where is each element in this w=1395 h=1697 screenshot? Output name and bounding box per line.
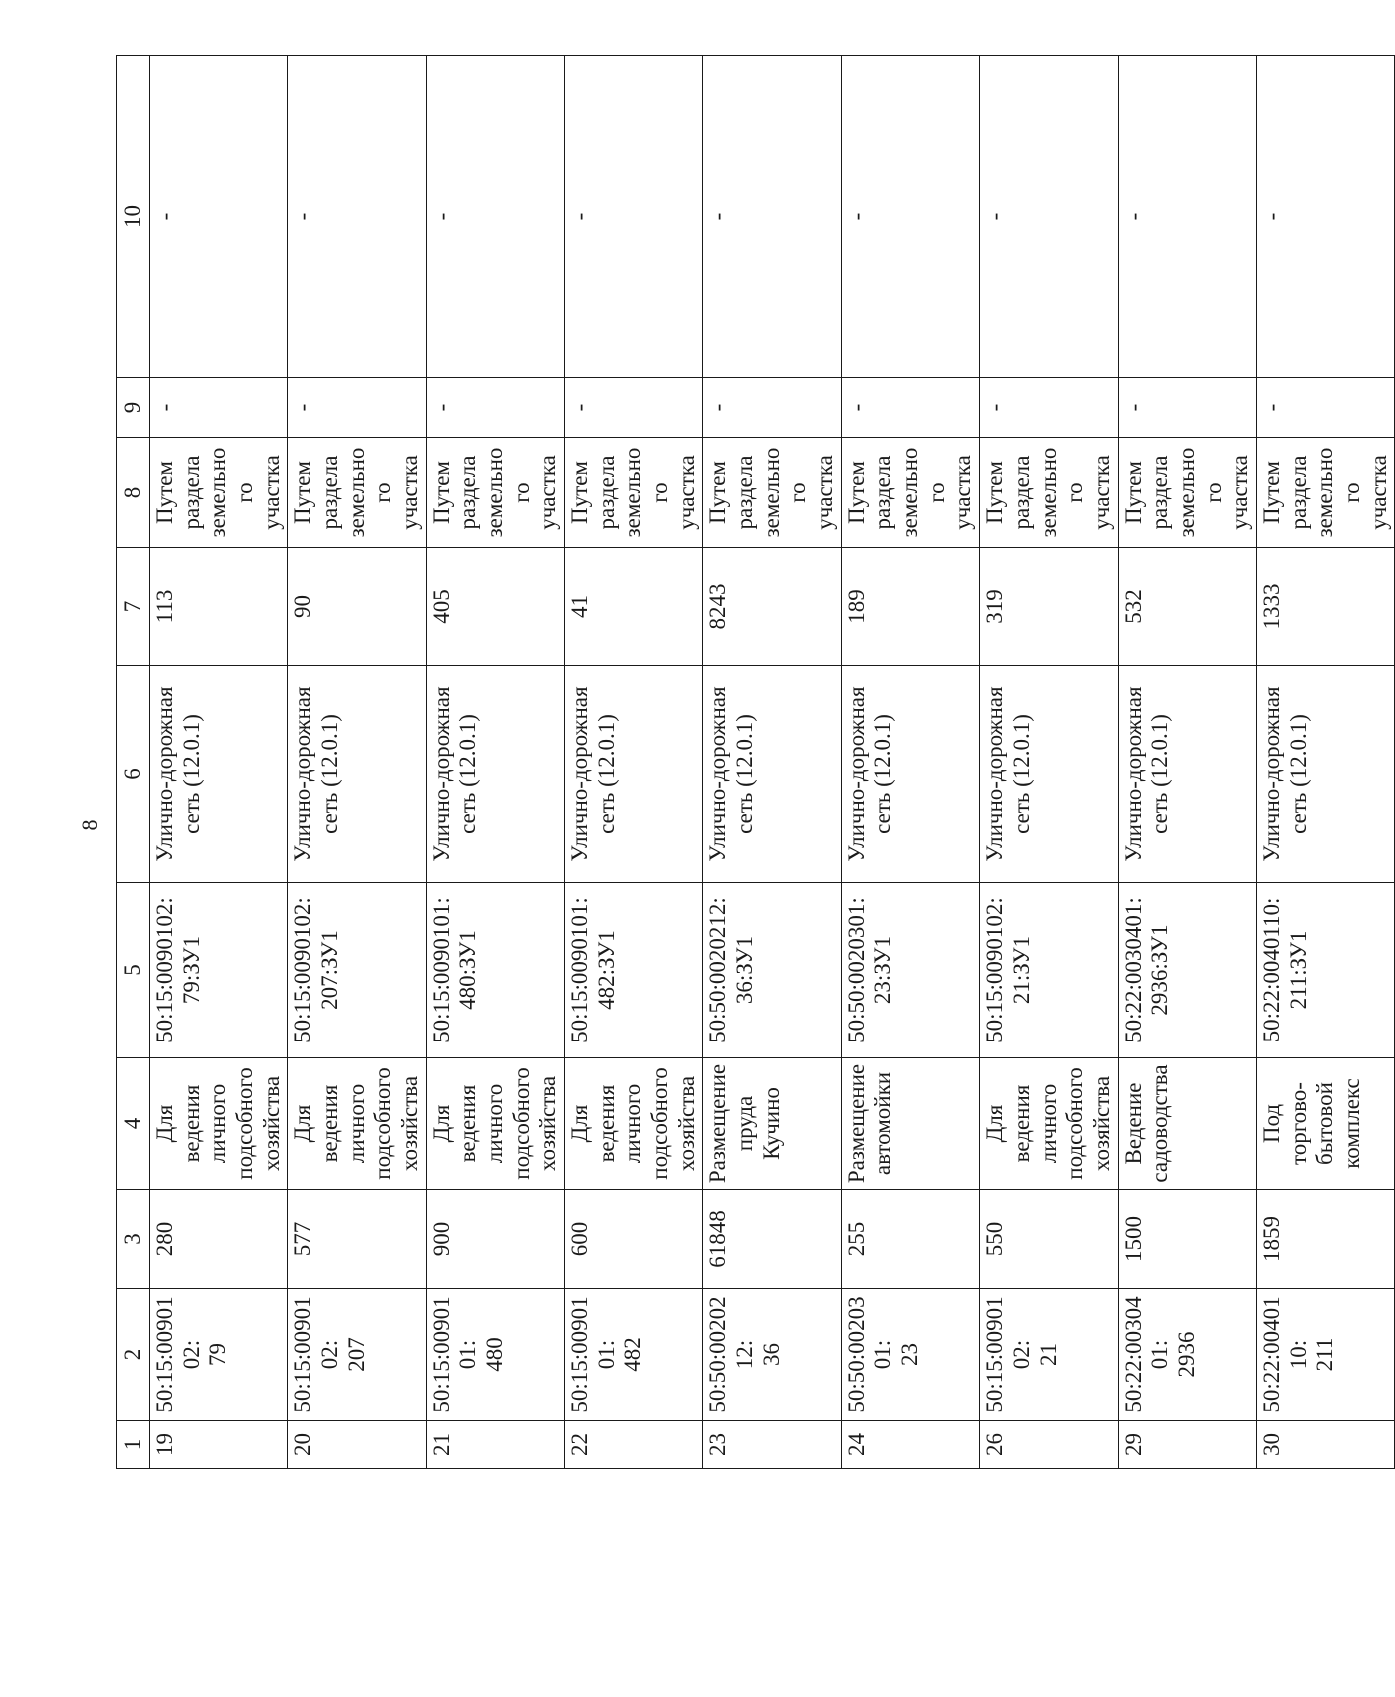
column-9-cell: - [426, 378, 564, 438]
column-9-cell: - [703, 378, 841, 438]
permitted-use-cell: Под торгово-бытовой комплекс [1256, 1058, 1394, 1190]
formation-method-cell: Путем раздела земельного участка [980, 438, 1118, 548]
formation-method-cell: Путем раздела земельного участка [288, 438, 426, 548]
column-header: 8 [117, 438, 150, 548]
new-plot-area-cell: 189 [841, 548, 979, 666]
column-10-cell: - [703, 56, 841, 378]
new-plot-use-cell: Улично-дорожная сеть (12.0.1) [841, 666, 979, 883]
column-10-cell: - [150, 56, 288, 378]
area-cell: 900 [426, 1190, 564, 1289]
area-cell: 1500 [1118, 1190, 1256, 1289]
column-header: 1 [117, 1421, 150, 1469]
area-cell: 280 [150, 1190, 288, 1289]
cadastral-number-cell: 50:15:0090102: 207 [288, 1289, 426, 1421]
cadastral-number-cell: 50:15:0090102: 21 [980, 1289, 1118, 1421]
row-number-cell: 21 [426, 1421, 564, 1469]
new-plot-area-cell: 90 [288, 548, 426, 666]
row-number-cell: 23 [703, 1421, 841, 1469]
new-plot-designation-cell: 50:15:0090102: 207:ЗУ1 [288, 883, 426, 1058]
table-row [150, 56, 288, 1469]
column-9-cell: - [1118, 378, 1256, 438]
area-cell: 1859 [1256, 1190, 1394, 1289]
column-9-cell: - [980, 378, 1118, 438]
column-header: 10 [117, 56, 150, 378]
land-plots-table [116, 55, 1395, 1469]
column-9-cell: - [150, 378, 288, 438]
cadastral-number-cell: 50:22:0040110: 211 [1256, 1289, 1394, 1421]
cadastral-number-cell: 50:50:0020301: 23 [841, 1289, 979, 1421]
formation-method-cell: Путем раздела земельного участка [1118, 438, 1256, 548]
new-plot-designation-cell: 50:15:0090102: 21:ЗУ1 [980, 883, 1118, 1058]
row-number-cell: 19 [150, 1421, 288, 1469]
permitted-use-cell: Для ведения личного подсобного хозяйства [426, 1058, 564, 1190]
table-row [565, 56, 703, 1469]
new-plot-designation-cell: 50:15:0090102: 79:ЗУ1 [150, 883, 288, 1058]
cadastral-number-cell: 50:22:0030401: 2936 [1118, 1289, 1256, 1421]
row-number-cell: 22 [565, 1421, 703, 1469]
new-plot-use-cell: Улично-дорожная сеть (12.0.1) [288, 666, 426, 883]
column-9-cell: - [565, 378, 703, 438]
formation-method-cell: Путем раздела земельного участка [426, 438, 564, 548]
column-10-cell: - [1118, 56, 1256, 378]
column-10-cell: - [980, 56, 1118, 378]
area-cell: 600 [565, 1190, 703, 1289]
column-10-cell: - [565, 56, 703, 378]
table-row [1118, 56, 1256, 1469]
column-9-cell: - [841, 378, 979, 438]
formation-method-cell: Путем раздела земельного участка [150, 438, 288, 548]
cadastral-number-cell: 50:15:0090102: 79 [150, 1289, 288, 1421]
column-9-cell: - [1256, 378, 1394, 438]
new-plot-use-cell: Улично-дорожная сеть (12.0.1) [150, 666, 288, 883]
area-cell: 550 [980, 1190, 1118, 1289]
table-row [288, 56, 426, 1469]
new-plot-designation-cell: 50:50:0020212: 36:ЗУ1 [703, 883, 841, 1058]
column-9-cell: - [288, 378, 426, 438]
row-number-cell: 26 [980, 1421, 1118, 1469]
column-header: 2 [117, 1289, 150, 1421]
table-row [1256, 56, 1394, 1469]
permitted-use-cell: Для ведения личного подсобного хозяйства [288, 1058, 426, 1190]
formation-method-cell: Путем раздела земельного участка [1256, 438, 1394, 548]
column-header: 9 [117, 378, 150, 438]
new-plot-designation-cell: 50:22:0030401: 2936:ЗУ1 [1118, 883, 1256, 1058]
page-number: 8 [77, 819, 102, 831]
column-10-cell: - [1256, 56, 1394, 378]
area-cell: 255 [841, 1190, 979, 1289]
permitted-use-cell: Для ведения личного подсобного хозяйства [565, 1058, 703, 1190]
column-10-cell: - [288, 56, 426, 378]
new-plot-use-cell: Улично-дорожная сеть (12.0.1) [1256, 666, 1394, 883]
table-row [703, 56, 841, 1469]
new-plot-area-cell: 113 [150, 548, 288, 666]
formation-method-cell: Путем раздела земельного участка [565, 438, 703, 548]
permitted-use-cell: Ведение садоводства [1118, 1058, 1256, 1190]
row-number-cell: 29 [1118, 1421, 1256, 1469]
cadastral-number-cell: 50:50:0020212: 36 [703, 1289, 841, 1421]
column-header: 3 [117, 1190, 150, 1289]
column-header: 6 [117, 666, 150, 883]
column-header: 4 [117, 1058, 150, 1190]
area-cell: 577 [288, 1190, 426, 1289]
cadastral-number-cell: 50:15:0090101: 482 [565, 1289, 703, 1421]
new-plot-designation-cell: 50:15:0090101: 480:ЗУ1 [426, 883, 564, 1058]
table-body [150, 56, 1395, 1469]
formation-method-cell: Путем раздела земельного участка [841, 438, 979, 548]
table-row [841, 56, 979, 1469]
new-plot-area-cell: 41 [565, 548, 703, 666]
permitted-use-cell: Для ведения личного подсобного хозяйства [980, 1058, 1118, 1190]
table-header-row [117, 56, 150, 1469]
permitted-use-cell: Для ведения личного подсобного хозяйства [150, 1058, 288, 1190]
permitted-use-cell: Размещение автомойки [841, 1058, 979, 1190]
formation-method-cell: Путем раздела земельного участка [703, 438, 841, 548]
new-plot-area-cell: 532 [1118, 548, 1256, 666]
column-header: 7 [117, 548, 150, 666]
table-row [426, 56, 564, 1469]
column-header: 5 [117, 883, 150, 1058]
new-plot-area-cell: 405 [426, 548, 564, 666]
row-number-cell: 30 [1256, 1421, 1394, 1469]
column-10-cell: - [426, 56, 564, 378]
new-plot-area-cell: 319 [980, 548, 1118, 666]
new-plot-use-cell: Улично-дорожная сеть (12.0.1) [980, 666, 1118, 883]
new-plot-area-cell: 1333 [1256, 548, 1394, 666]
row-number-cell: 24 [841, 1421, 979, 1469]
new-plot-designation-cell: 50:15:0090101: 482:ЗУ1 [565, 883, 703, 1058]
area-cell: 61848 [703, 1190, 841, 1289]
cadastral-number-cell: 50:15:0090101: 480 [426, 1289, 564, 1421]
row-number-cell: 20 [288, 1421, 426, 1469]
new-plot-use-cell: Улично-дорожная сеть (12.0.1) [703, 666, 841, 883]
new-plot-use-cell: Улично-дорожная сеть (12.0.1) [1118, 666, 1256, 883]
table-row [980, 56, 1118, 1469]
column-10-cell: - [841, 56, 979, 378]
new-plot-area-cell: 8243 [703, 548, 841, 666]
new-plot-use-cell: Улично-дорожная сеть (12.0.1) [426, 666, 564, 883]
new-plot-designation-cell: 50:50:0020301: 23:ЗУ1 [841, 883, 979, 1058]
new-plot-designation-cell: 50:22:0040110: 211:ЗУ1 [1256, 883, 1394, 1058]
new-plot-use-cell: Улично-дорожная сеть (12.0.1) [565, 666, 703, 883]
permitted-use-cell: Размещение пруда Кучино [703, 1058, 841, 1190]
